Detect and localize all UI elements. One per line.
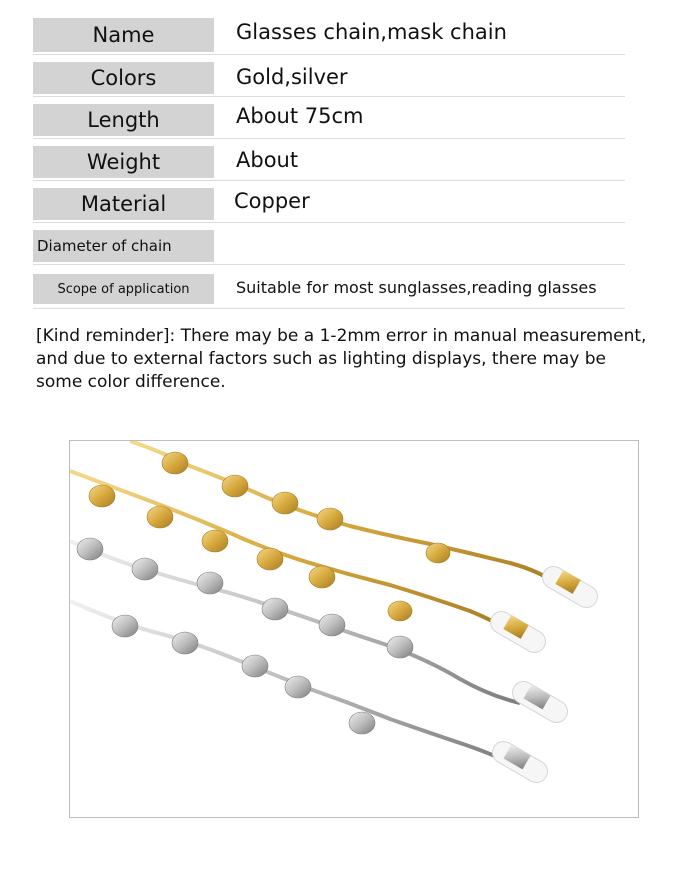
row-divider	[33, 222, 625, 223]
silver-chain-bottom	[70, 601, 551, 787]
spec-label: Diameter of chain	[33, 230, 214, 262]
spec-label: Length	[33, 104, 214, 136]
row-divider	[33, 54, 625, 55]
spec-label: Scope of application	[33, 274, 214, 304]
spec-value: About	[236, 148, 299, 172]
spec-row-weight	[0, 146, 640, 178]
row-divider	[33, 138, 625, 139]
spec-label: Name	[33, 18, 214, 52]
spec-label: Colors	[33, 62, 214, 94]
kind-reminder-text: [Kind reminder]: There may be a 1-2mm error in manual measurement, and due to external factors such as lighting displays, there may be some color difference.	[36, 326, 647, 392]
spec-value: About 75cm	[236, 104, 364, 128]
spec-value: Suitable for most sunglasses,reading glasses	[236, 278, 597, 297]
spec-table	[0, 0, 700, 320]
spec-row-colors	[0, 62, 640, 94]
product-photo	[69, 440, 639, 818]
spec-value: Copper	[234, 189, 310, 213]
spec-label: Material	[33, 188, 214, 220]
row-divider	[33, 264, 625, 265]
spec-value: Gold,silver	[236, 65, 348, 89]
spec-value: Glasses chain,mask chain	[236, 20, 507, 44]
spec-row-scope	[0, 274, 640, 304]
row-divider	[33, 180, 625, 181]
row-divider	[33, 96, 625, 97]
glasses-chain-illustration	[70, 441, 639, 818]
spec-label: Weight	[33, 146, 214, 178]
spec-row-name	[0, 18, 640, 52]
spec-row-material	[0, 188, 640, 220]
row-divider	[33, 308, 625, 309]
spec-row-diameter	[0, 230, 640, 262]
spec-row-length	[0, 104, 640, 136]
